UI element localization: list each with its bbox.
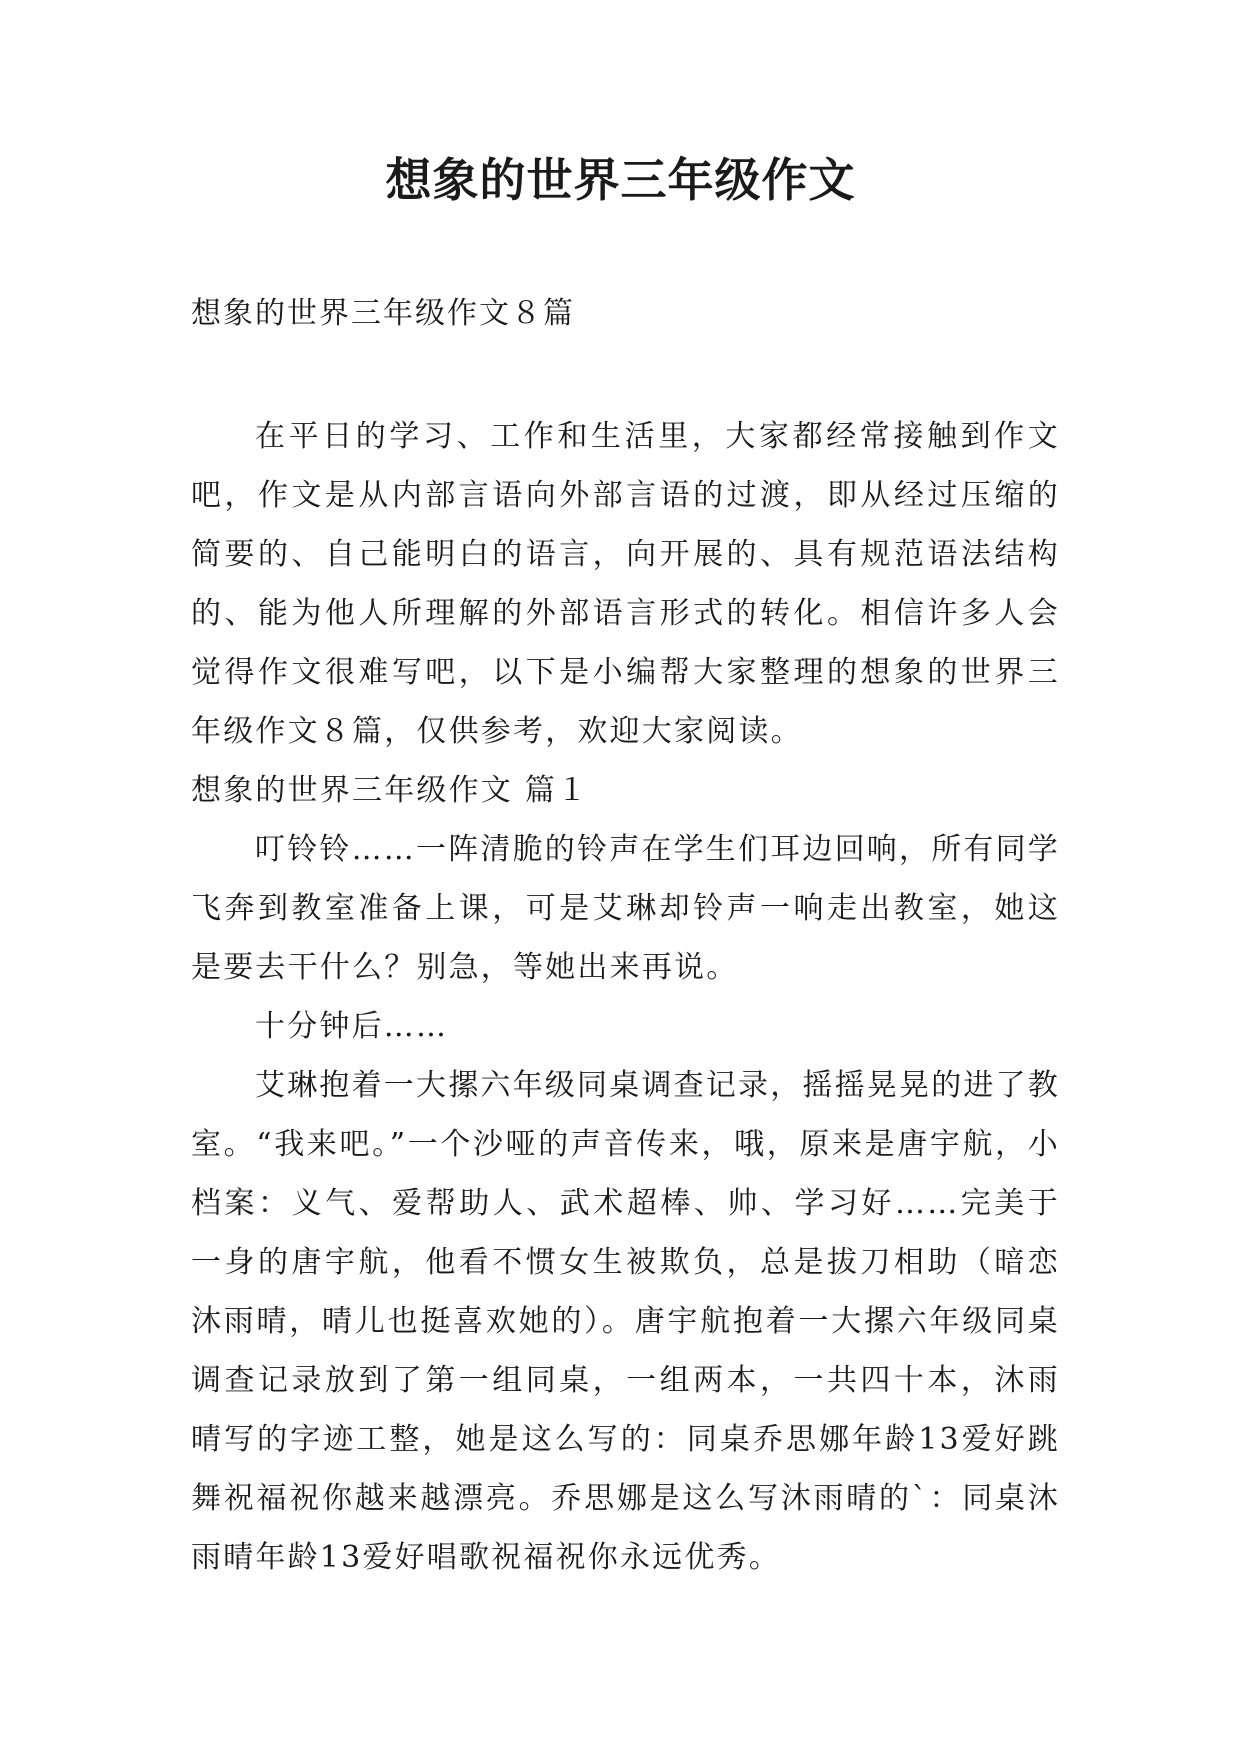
document-title: 想象的世界三年级作文 xyxy=(385,153,856,207)
paragraph: 叮铃铃……一阵清脆的铃声在学生们耳边回响，所有同学飞奔到教室准备上课，可是艾琳却铃声一响走出教室，她这是要去干什么？别急，等她出来再说。 xyxy=(191,832,1060,985)
paragraph: 艾琳抱着一大摞六年级同桌调查记录，摇摇晃晃的进了教室。“我来吧。”一个沙哑的声音传来，哦，原来是唐宇航，小档案：义气、爱帮助人、武术超棒、帅、学习好……完美于一身的唐宇航，他看不惯女生被欺负，总是拔刀相助（暗恋沐雨晴，晴儿也挺喜欢她的）。唐宇航抱着一大摞六年级同桌调查记录放到了第一组同桌，一组两本，一共四十本，沐雨晴写的字迹工整，她是这么写的：同桌乔思娜年龄13爱好跳舞祝福祝你越来越漂亮。乔思娜是这么写沐雨晴的`：同桌沐雨晴年龄13爱好唱歌祝福祝你永远优秀。 xyxy=(191,1068,1060,1575)
document-body xyxy=(191,407,1060,1587)
paragraph-intro: 在平日的学习、工作和生活里，大家都经常接触到作文吧，作文是从内部言语向外部言语的过渡，即从经过压缩的简要的、自己能明白的语言，向开展的、具有规范语法结构的、能为他人所理解的外部语言形式的转化。相信许多人会觉得作文很难写吧，以下是小编帮大家整理的想象的世界三年级作文８篇，仅供参考，欢迎大家阅读。 xyxy=(191,419,1060,749)
document-subtitle: 想象的世界三年级作文８篇 xyxy=(191,296,575,331)
paragraph: 十分钟后…… xyxy=(255,1009,449,1044)
section-heading: 想象的世界三年级作文 篇１ xyxy=(191,773,590,808)
